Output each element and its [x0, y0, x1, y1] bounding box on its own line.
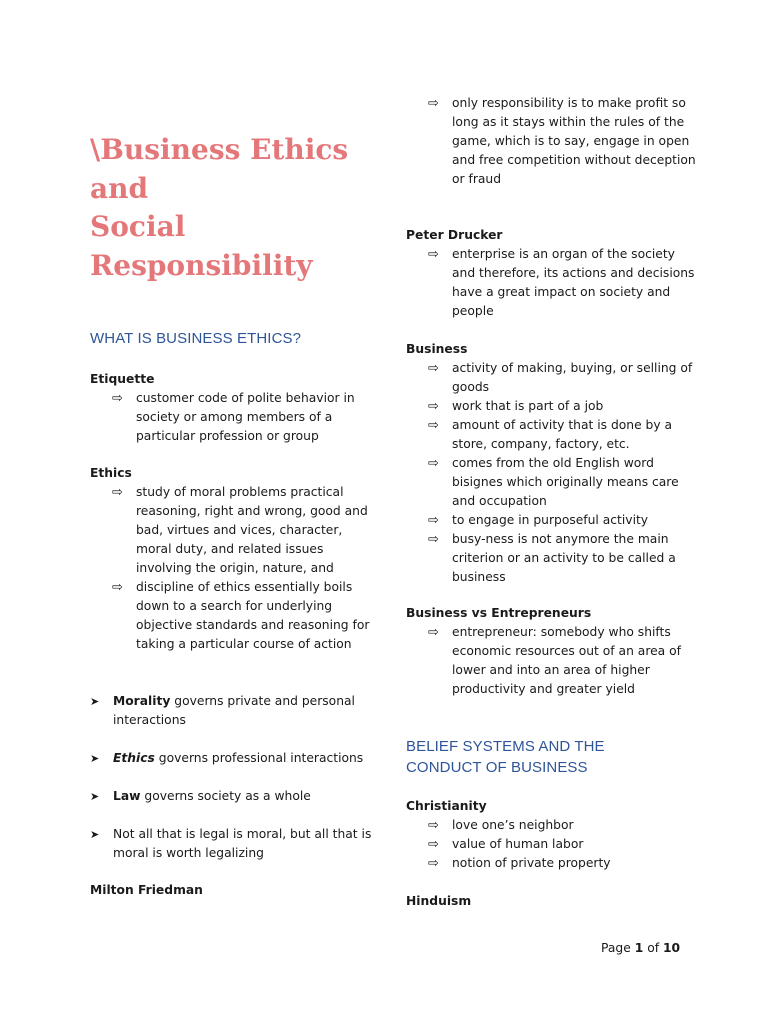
term-label: Christianity	[406, 799, 487, 813]
list-item: ⇨ only responsibility is to make profit so long as it stays within the rules of the game, which is to say, engage in open and free competition without deception or fraud	[428, 96, 696, 186]
etiquette-section	[90, 370, 372, 446]
term-label: Ethics	[90, 466, 132, 480]
double-right-arrow-icon: ⇨	[428, 532, 439, 547]
term-label: Business	[406, 342, 468, 356]
document-title	[90, 131, 380, 285]
drucker-list	[406, 245, 696, 321]
list-item: ⇨ amount of activity that is done by a store, company, factory, etc.	[428, 418, 673, 451]
list-item: ⇨ activity of making, buying, or selling of goods	[428, 361, 693, 394]
section-heading: WHAT IS BUSINESS ETHICS?	[90, 330, 302, 347]
of-word: of	[647, 941, 660, 955]
title-line: Responsibility	[90, 248, 313, 282]
title-line: \Business Ethics	[90, 133, 349, 166]
double-right-arrow-icon: ⇨	[428, 818, 439, 833]
list-item: ⇨ love one’s neighbor	[428, 818, 574, 833]
heading-line: CONDUCT OF BUSINESS	[406, 759, 588, 776]
list-item: ⇨ comes from the old English word bisignes which originally means care and occupation	[428, 456, 679, 508]
chevron-right-icon: ➤	[90, 828, 100, 841]
principles-list	[90, 692, 372, 863]
list-item: ⇨ value of human labor	[428, 837, 584, 852]
term-label: Etiquette	[90, 372, 155, 386]
christianity-section	[406, 797, 696, 873]
double-right-arrow-icon: ⇨	[428, 399, 439, 414]
friedman-list	[406, 94, 696, 189]
business-vs-entrepreneurs-section	[406, 604, 696, 699]
double-right-arrow-icon: ⇨	[428, 247, 439, 262]
page-number: 1	[634, 941, 644, 955]
list-item: ⇨ busy-ness is not anymore the main criterion or an activity to be called a business	[428, 532, 676, 584]
friedman-section	[406, 94, 696, 189]
list-item: ⇨ notion of private property	[428, 856, 611, 871]
page-footer	[601, 941, 680, 955]
term-label: Hinduism	[406, 894, 472, 908]
double-right-arrow-icon: ⇨	[112, 485, 123, 500]
page-total: 10	[662, 941, 681, 955]
page-word: Page	[601, 941, 631, 955]
list-item: ⇨ discipline of ethics essentially boils down to a search for underlying objective standards and reasoning for taking a particular course of action	[112, 580, 370, 651]
list-item: ➤ Not all that is legal is moral, but all that is moral is worth legalizing	[90, 827, 372, 860]
title-line: Social	[90, 210, 186, 243]
term-label: Business vs Entrepreneurs	[406, 606, 592, 620]
chevron-right-icon: ➤	[90, 695, 100, 708]
list-item: ⇨ work that is part of a job	[428, 399, 604, 414]
list-item: ➤ Law governs society as a whole	[90, 787, 372, 806]
ethics-list	[90, 483, 372, 654]
double-right-arrow-icon: ⇨	[428, 513, 439, 528]
list-item: ⇨ customer code of polite behavior in society or among members of a particular profession or group	[112, 391, 355, 443]
list-item: ⇨ enterprise is an organ of the society and therefore, its actions and decisions have a great impact on society and people	[428, 247, 695, 318]
double-right-arrow-icon: ⇨	[428, 418, 439, 433]
double-right-arrow-icon: ⇨	[428, 96, 439, 111]
title-line: and	[90, 171, 149, 205]
drucker-section	[406, 226, 696, 321]
heading-line: BELIEF SYSTEMS AND THE	[406, 738, 605, 755]
double-right-arrow-icon: ⇨	[428, 456, 439, 471]
chevron-right-icon: ➤	[90, 790, 100, 803]
list-item: ➤ Morality governs private and personal interactions	[90, 694, 355, 727]
christianity-list	[406, 816, 696, 873]
ethics-section	[90, 464, 372, 654]
term-label: Peter Drucker	[406, 228, 503, 242]
double-right-arrow-icon: ⇨	[112, 580, 123, 595]
etiquette-list	[90, 389, 372, 446]
double-right-arrow-icon: ⇨	[428, 625, 439, 640]
chevron-list-section	[90, 692, 372, 882]
business-list	[406, 359, 696, 587]
business-section	[406, 340, 696, 587]
list-item: ⇨ study of moral problems practical reasoning, right and wrong, good and bad, virtues and vices, character, moral duty, and related issues involving the origin, nature, and	[112, 485, 368, 575]
chevron-right-icon: ➤	[90, 752, 100, 765]
double-right-arrow-icon: ⇨	[428, 856, 439, 871]
term-label: Milton Friedman	[90, 883, 203, 897]
double-right-arrow-icon: ⇨	[112, 391, 123, 406]
double-right-arrow-icon: ⇨	[428, 361, 439, 376]
entrepreneur-list	[406, 623, 696, 699]
section-heading	[406, 736, 696, 778]
list-item: ➤ Ethics governs professional interactions	[90, 749, 372, 768]
list-item: ⇨ to engage in purposeful activity	[428, 513, 649, 528]
list-item: ⇨ entrepreneur: somebody who shifts economic resources out of an area of lower and into an area of higher productivity and greater yield	[428, 625, 681, 696]
double-right-arrow-icon: ⇨	[428, 837, 439, 852]
